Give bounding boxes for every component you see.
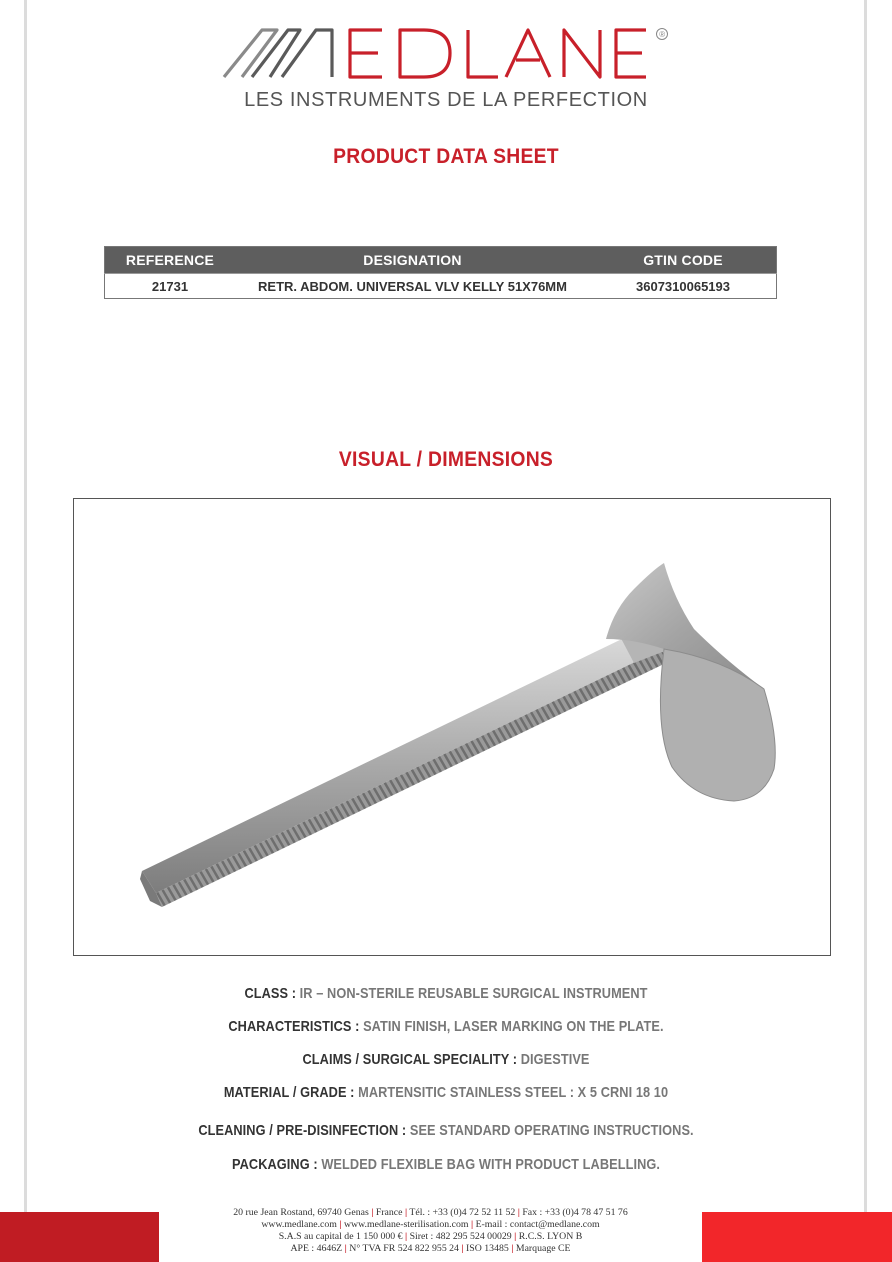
footer-line-3: S.A.S au capital de 1 150 000 € | Siret : 482 295 524 00029 | R.C.S. LYON B bbox=[278, 1231, 583, 1242]
cell-gtin: 3607310065193 bbox=[590, 274, 777, 299]
footer-line-2: www.medlane.com | www.medlane-sterilisation.com | E-mail : contact@medlane.com bbox=[261, 1219, 600, 1230]
header-reference: REFERENCE bbox=[105, 247, 236, 274]
footer-line-1: 20 rue Jean Rostand, 69740 Genas | France | Tél. : +33 (0)4 72 52 11 52 | Fax : +33 (0)4 78 47 51 76 bbox=[233, 1207, 628, 1218]
header-gtin: GTIN CODE bbox=[590, 247, 777, 274]
footer-bar-left bbox=[0, 1212, 159, 1262]
medlane-logo bbox=[222, 22, 682, 84]
spec-claims: CLAIMS / SURGICAL SPECIALITY : DIGESTIVE bbox=[302, 1051, 590, 1068]
footer-bar-right bbox=[702, 1212, 892, 1262]
spec-packaging: PACKAGING : WELDED FLEXIBLE BAG WITH PRODUCT LABELLING. bbox=[231, 1156, 661, 1173]
spec-class: CLASS : IR – NON-STERILE REUSABLE SURGICAL INSTRUMENT bbox=[244, 985, 648, 1002]
left-border-line bbox=[24, 0, 27, 1212]
cell-reference: 21731 bbox=[105, 274, 236, 299]
table-row bbox=[105, 274, 777, 299]
product-visual-frame bbox=[73, 498, 831, 956]
product-data-sheet-title: PRODUCT DATA SHEET bbox=[333, 145, 559, 168]
footer-line-4: APE : 4646Z | N° TVA FR 524 822 955 24 | ISO 13485 | Marquage CE bbox=[290, 1243, 571, 1254]
spec-characteristics: CHARACTERISTICS : SATIN FINISH, LASER MARKING ON THE PLATE. bbox=[228, 1018, 664, 1035]
registered-mark: ® bbox=[659, 30, 666, 39]
visual-dimensions-title: VISUAL / DIMENSIONS bbox=[338, 448, 554, 471]
spec-cleaning: CLEANING / PRE-DISINFECTION : SEE STANDARD OPERATING INSTRUCTIONS. bbox=[198, 1122, 694, 1139]
retractor-instrument-image bbox=[74, 499, 830, 955]
header-designation: DESIGNATION bbox=[235, 247, 590, 274]
footer-address bbox=[159, 1207, 702, 1255]
spec-material: MATERIAL / GRADE : MARTENSITIC STAINLESS STEEL : X 5 CRNI 18 10 bbox=[223, 1084, 669, 1101]
reference-table bbox=[104, 246, 777, 299]
cell-designation: RETR. ABDOM. UNIVERSAL VLV KELLY 51X76MM bbox=[235, 274, 590, 299]
brand-tagline: LES INSTRUMENTS DE LA PERFECTION bbox=[244, 89, 648, 111]
right-border-line bbox=[864, 0, 867, 1212]
